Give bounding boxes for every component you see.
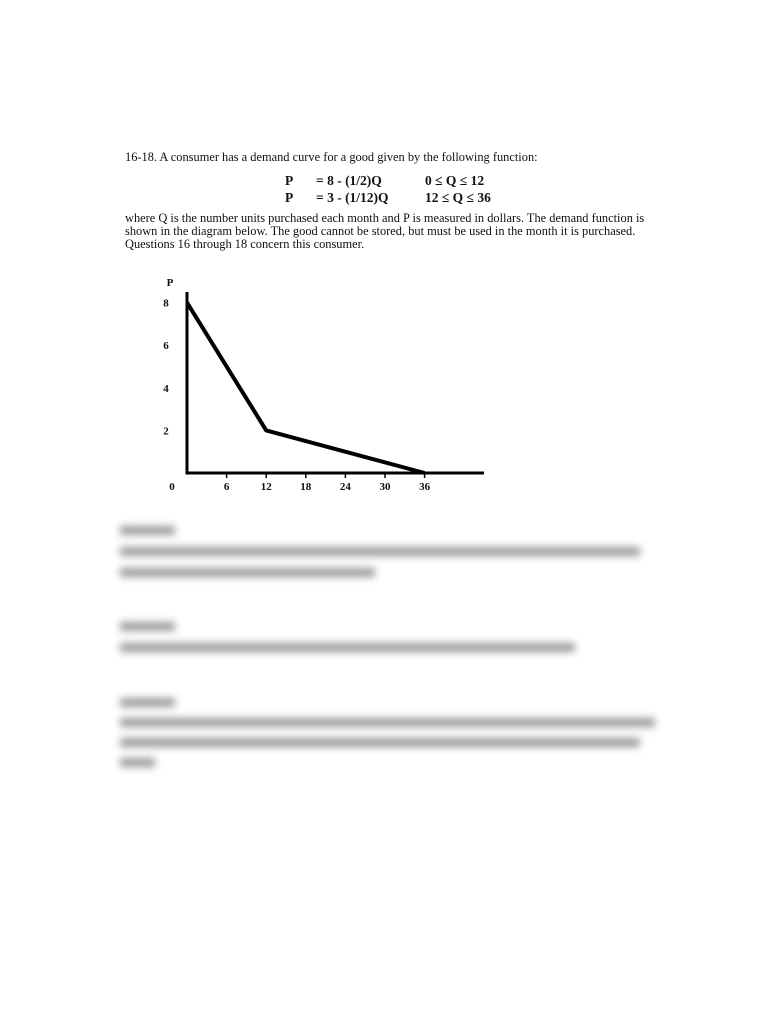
description-line: shown in the diagram below. The good cannot be stored, but must be used in the month it is purchased.	[125, 224, 636, 239]
problem-intro: 16-18. A consumer has a demand curve for a good given by the following function:	[125, 150, 538, 164]
description-line: where Q is the number units purchased each month and P is measured in dollars. The demand function is	[125, 211, 645, 225]
demand-curve-line	[187, 303, 425, 473]
y-tick-label: 6	[163, 340, 169, 353]
problem-description	[125, 212, 665, 252]
equation-2-domain: 12 ≤ Q ≤ 36	[425, 190, 491, 205]
equation-1-rhs: = 8 - (1/2)Q	[316, 173, 382, 188]
y-tick-label: 4	[163, 382, 169, 395]
x-tick-label: 18	[300, 481, 312, 493]
equation-2-lhs: P	[285, 190, 294, 205]
y-tick-label: 8	[163, 297, 169, 310]
equation-2-rhs: = 3 - (1/12)Q	[316, 190, 389, 205]
y-axis-label: P	[166, 277, 174, 289]
equation-1-domain: 0 ≤ Q ≤ 12	[425, 173, 485, 188]
x-tick-label: 24	[339, 481, 351, 493]
chart-series	[187, 303, 425, 473]
x-tick-label: 12	[260, 481, 272, 493]
y-tick-label: 2	[163, 425, 169, 438]
origin-label: 0	[169, 481, 175, 493]
demand-curve-chart	[150, 268, 490, 498]
x-tick-label: 6	[223, 481, 230, 493]
chart-tick-labels	[163, 277, 430, 493]
x-tick-label: 36	[419, 481, 431, 493]
equation-1-lhs: P	[285, 173, 294, 188]
x-tick-label: 30	[379, 481, 391, 493]
description-line: Questions 16 through 18 concern this consumer.	[125, 237, 365, 252]
